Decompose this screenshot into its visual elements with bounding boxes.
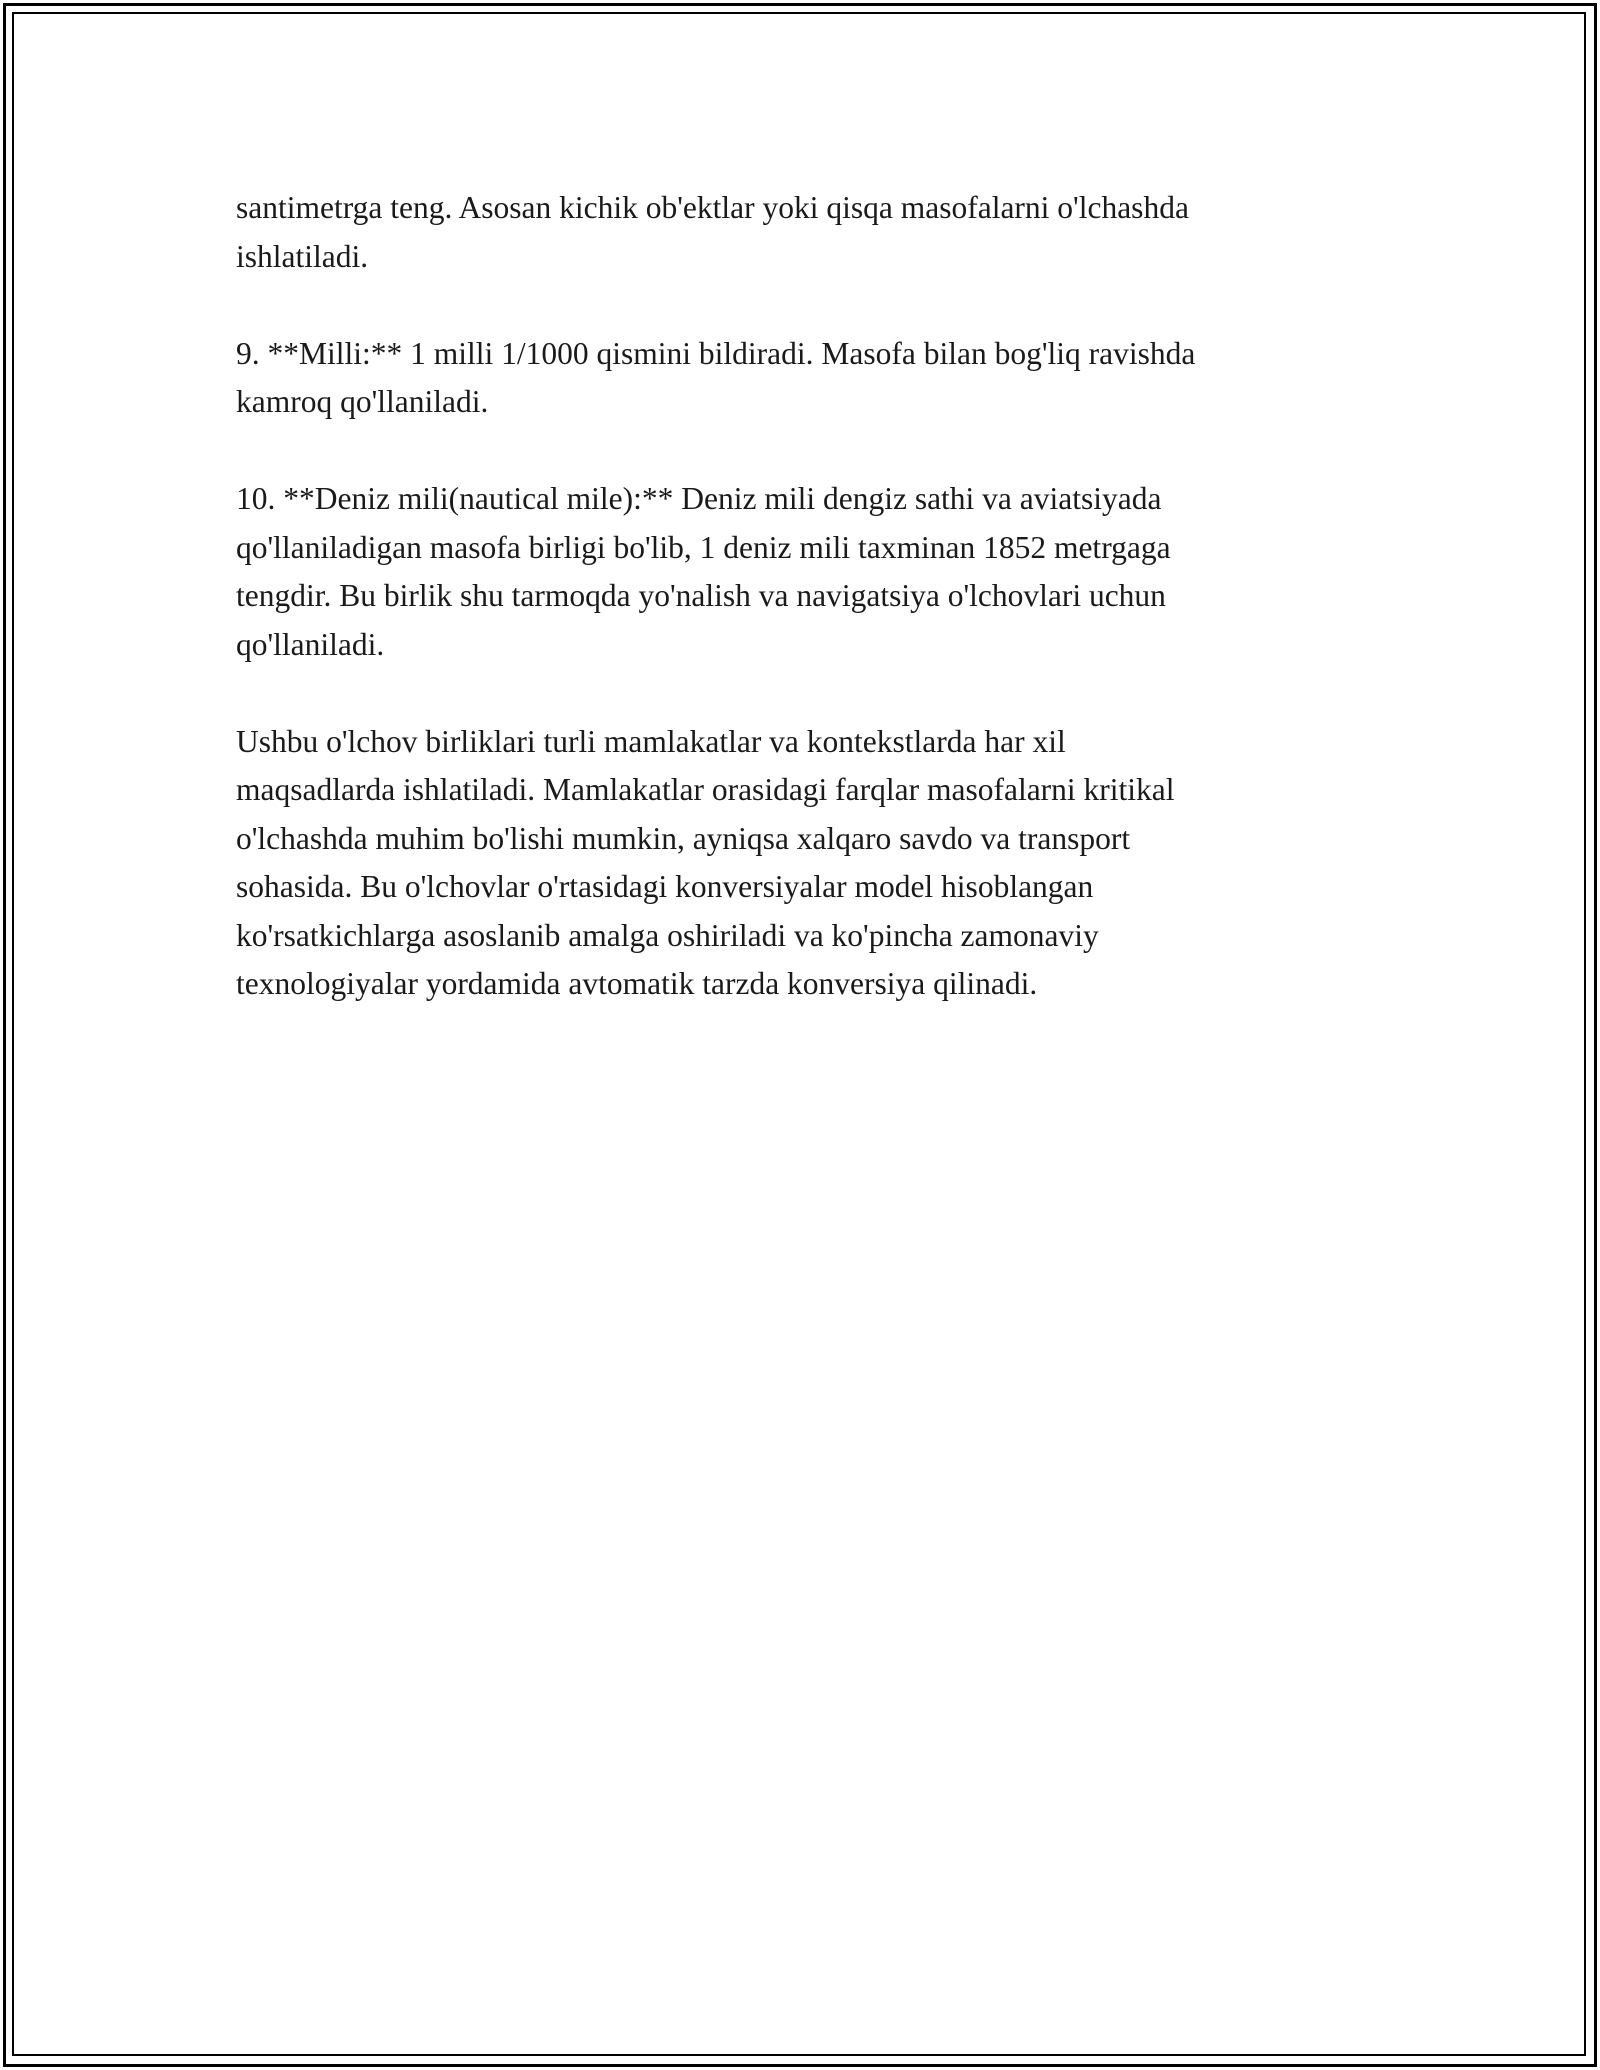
document-body [236, 184, 1386, 1009]
paragraph-item-9-milli: 9. **Milli:** 1 milli 1/1000 qismini bildiradi. Masofa bilan bog'liq ravishda kamroq qo'llaniladi. [236, 335, 1196, 419]
paragraph-item-10-deniz-mili: 10. **Deniz mili(nautical mile):** Deniz mili dengiz sathi va aviatsiyada qo'llaniladigan masofa birligi bo'lib, 1 deniz mili taxminan 1852 metrgaga tengdir. Bu birlik shu tarmoqda yo'nalish va navigatsiya o'lchovlari uchun qo'llaniladi. [236, 481, 1171, 662]
paragraph-santimetr-continuation: santimetrga teng. Asosan kichik ob'ektlar yoki qisqa masofalarni o'lchashda ishlatiladi. [236, 190, 1189, 274]
paragraph-conclusion: Ushbu o'lchov birliklari turli mamlakatlar va kontekstlarda har xil maqsadlarda ishlatiladi. Mamlakatlar orasidagi farqlar masofalarni kritikal o'lchashda muhim bo'lishi mumkin, ayniqsa xalqaro savdo va transport sohasida. Bu o'lchovlar o'rtasidagi konversiyalar model hisoblangan ko'rsatkichlarga asoslanib amalga oshiriladi va ko'pincha zamonaviy texnologiyalar yordamida avtomatik tarzda konversiya qilinadi. [236, 723, 1175, 1001]
